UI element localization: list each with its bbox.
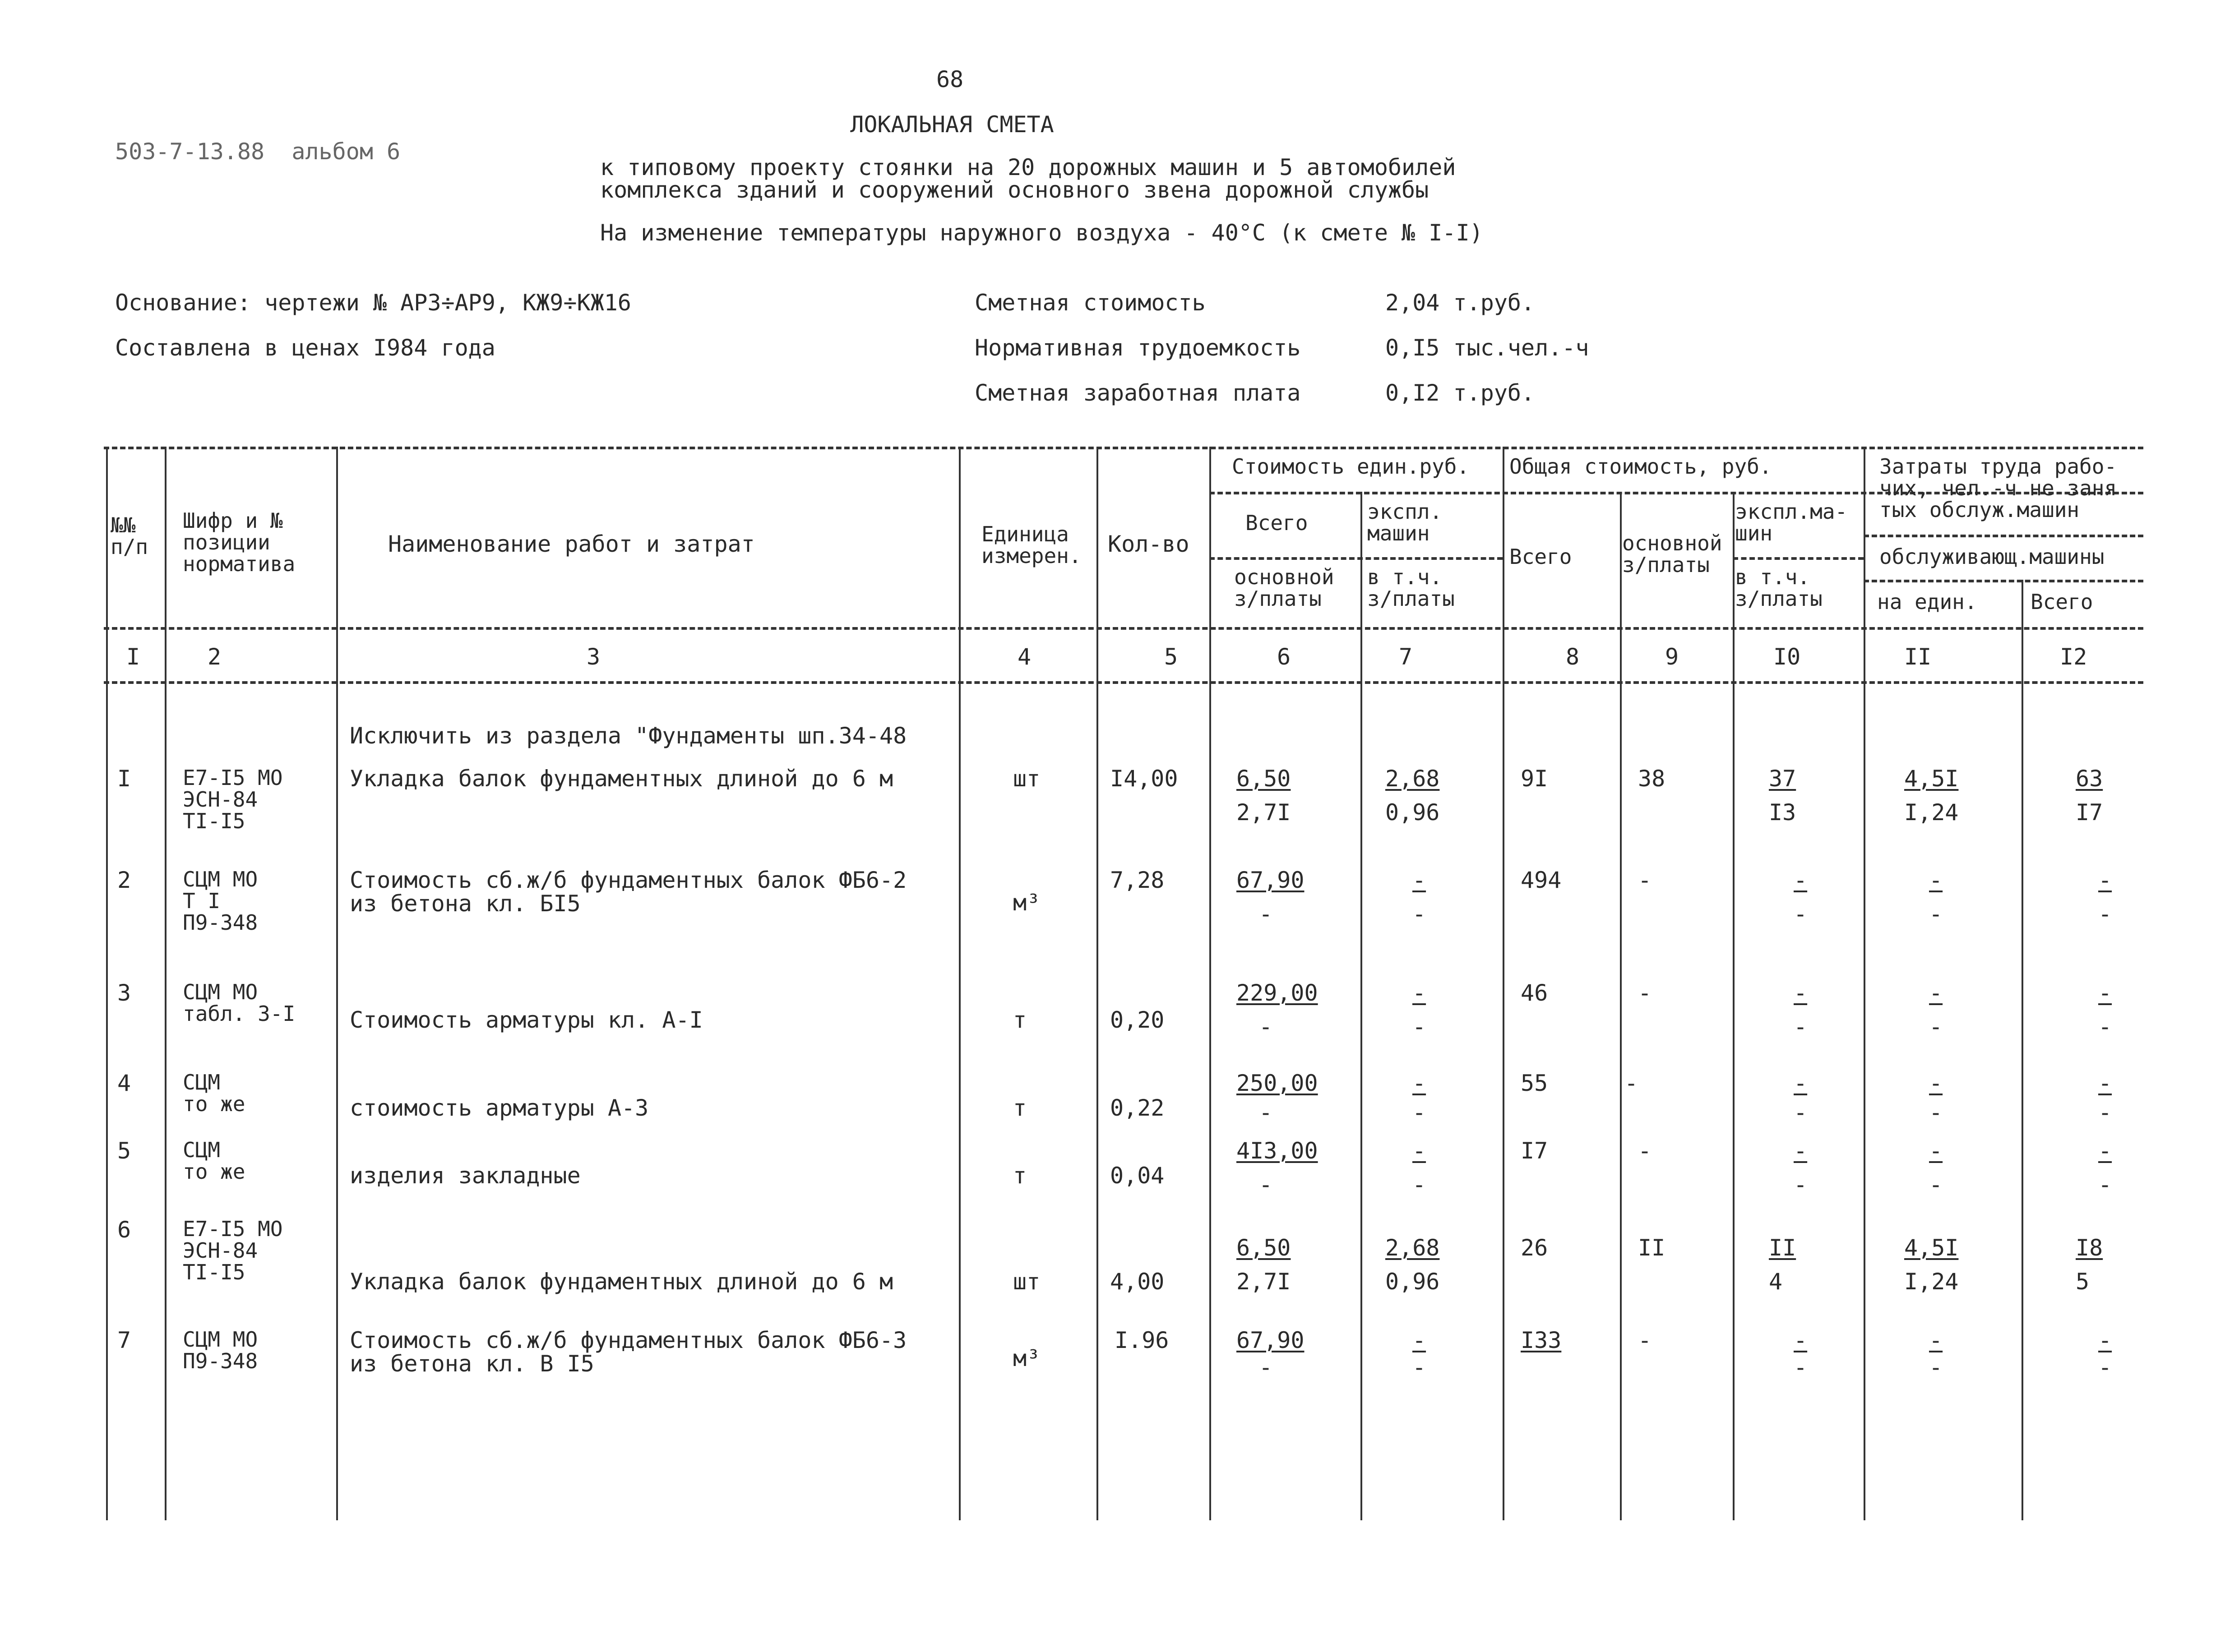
colnum-12: I2 (2060, 644, 2087, 670)
row-c6a: 250,00 (1236, 1070, 1318, 1096)
row-c12b: - (2098, 1172, 2112, 1198)
hdr-col5: Кол-во (1108, 531, 1189, 557)
row-c9: - (1638, 980, 1652, 1006)
row-c7a: - (1412, 867, 1426, 893)
row-name: стоимость арматуры А-3 (350, 1095, 649, 1121)
col-border-10 (1733, 492, 1735, 1520)
hdr-col4: Единица измерен. (981, 522, 1082, 568)
row-c11b: - (1929, 1014, 1943, 1040)
row-c6b: 2,7I (1236, 799, 1291, 826)
row-qty: 4,00 (1110, 1269, 1165, 1295)
row-c6a: 4I3,00 (1236, 1138, 1318, 1164)
subtitle-1: к типовому проекту стоянки на 20 дорожных машин и 5 автомобилей (600, 154, 1456, 180)
row-c6b: - (1259, 1172, 1273, 1198)
row-name: Укладка балок фундаментных длиной до 6 м (350, 1269, 893, 1295)
page-title: ЛОКАЛЬНАЯ СМЕТА (850, 111, 1054, 138)
hdr-unit-cost: Стоимость един.руб. (1232, 454, 1470, 479)
section-title: Исключить из раздела "Фундаменты шп.34-48 (350, 723, 907, 749)
row-c12a: - (2098, 980, 2112, 1006)
row-c7a: - (1412, 1070, 1426, 1096)
row-c11b: I,24 (1904, 1269, 1959, 1295)
row-c9: - (1638, 1138, 1652, 1164)
col-border-4 (959, 447, 961, 1520)
row-number: 6 (117, 1217, 131, 1243)
row-c6b: - (1259, 1354, 1273, 1380)
row-c10a: - (1794, 867, 1808, 893)
row-c12b: - (2098, 1099, 2112, 1126)
row-unit: шт (1013, 1269, 1041, 1295)
row-name: изделия закладные (350, 1163, 581, 1189)
page-number: 68 (936, 66, 964, 92)
row-c9: - (1638, 1327, 1652, 1353)
row-name: Стоимость арматуры кл. А-I (350, 1007, 703, 1033)
row-c11a: - (1929, 1327, 1943, 1353)
row-number: I (117, 766, 131, 792)
row-c11a: 4,5I (1904, 766, 1959, 792)
row-code: СЦМ МО табл. 3-I (183, 980, 296, 1026)
row-name: Стоимость сб.ж/б фундаментных балок ФБ6-2 из бетона кл. БI5 (350, 867, 907, 917)
row-c7a: - (1412, 1327, 1426, 1353)
hdr-sub-total-incl: в т.ч. з/платы (1735, 565, 1823, 611)
row-c11b: - (1929, 1354, 1943, 1380)
labor-sub-rule-1 (1864, 535, 2143, 537)
row-c11b: - (1929, 1099, 1943, 1126)
col-border-8 (1503, 447, 1504, 1520)
col-border-11 (1864, 447, 1865, 1520)
hdr-col2: Шифр и № позиции норматива (183, 508, 296, 576)
row-c10a: II (1769, 1235, 1796, 1261)
row-unit: т (1013, 1095, 1027, 1121)
colnum-11: II (1904, 644, 1932, 670)
row-c6a: 229,00 (1236, 980, 1318, 1006)
col-border-1 (106, 447, 108, 1520)
row-c6a: 6,50 (1236, 1235, 1291, 1261)
row-number: 3 (117, 980, 131, 1006)
row-c6b: 2,7I (1236, 1269, 1291, 1295)
hdr-col3: Наименование работ и затрат (388, 531, 755, 557)
hdr-sub-main-wage: основной з/платы (1234, 565, 1334, 611)
row-c10a: 37 (1769, 766, 1796, 792)
row-c7b: 0,96 (1385, 1269, 1440, 1295)
row-c7b: - (1412, 1354, 1426, 1380)
labor-value: 0,I5 тыс.чел.-ч (1385, 335, 1589, 361)
col-border-3 (336, 447, 338, 1520)
row-c10a: - (1794, 980, 1808, 1006)
row-c11a: - (1929, 1070, 1943, 1096)
row-c10b: I3 (1769, 799, 1796, 826)
row-c8: 55 (1521, 1070, 1548, 1096)
row-c10b: - (1794, 1354, 1808, 1380)
col-border-5 (1096, 447, 1098, 1520)
hdr-sub-all: Всего (1245, 511, 1308, 535)
subtitle-2: комплекса зданий и сооружений основного звена дорожной службы (600, 177, 1429, 203)
colnum-6: 6 (1277, 644, 1291, 670)
row-c10a: - (1794, 1138, 1808, 1164)
row-qty: I.96 (1115, 1327, 1169, 1353)
row-c12a: 63 (2076, 766, 2103, 792)
row-c7a: - (1412, 980, 1426, 1006)
row-code: СЦМ то же (183, 1070, 245, 1116)
row-number: 7 (117, 1327, 131, 1353)
wage-label: Сметная заработная плата (975, 380, 1301, 406)
row-c10b: - (1794, 1099, 1808, 1126)
hdr-labor-all: Всего (2031, 590, 2093, 614)
colnum-3: 3 (587, 644, 601, 670)
hdr-total-cost: Общая стоимость, руб. (1509, 454, 1772, 479)
row-c10a: - (1794, 1327, 1808, 1353)
row-c12b: - (2098, 901, 2112, 927)
row-c11b: - (1929, 901, 1943, 927)
row-c7b: - (1412, 1099, 1426, 1126)
labor-sub-rule-2 (1864, 580, 2143, 582)
row-unit: м³ (1013, 890, 1041, 916)
numbers-rule (104, 681, 2143, 684)
colnum-10: I0 (1773, 644, 1801, 670)
row-code: СЦМ МО Т I П9-348 (183, 867, 258, 935)
header-rule (104, 627, 2143, 630)
hdr-labor-unit: на един. (1877, 590, 1977, 614)
row-c12a: - (2098, 1327, 2112, 1353)
hdr-col1: №№ п/п (111, 513, 148, 559)
row-c10b: - (1794, 1014, 1808, 1040)
row-c11a: - (1929, 1138, 1943, 1164)
col-border-2 (165, 447, 167, 1520)
row-c9: II (1638, 1235, 1665, 1261)
table-top-rule (104, 447, 2143, 449)
row-c12b: - (2098, 1014, 2112, 1040)
row-qty: I4,00 (1110, 766, 1178, 792)
col-border-12 (2022, 580, 2023, 1520)
hdr-sub-total-exploit: экспл.ма- шин (1735, 499, 1848, 545)
basis-text: Основание: чертежи № АР3÷АР9, КЖ9÷КЖ16 (115, 290, 631, 316)
row-c8: 46 (1521, 980, 1548, 1006)
wage-value: 0,I2 т.руб. (1385, 380, 1535, 406)
row-c11b: - (1929, 1172, 1943, 1198)
row-unit: шт (1013, 766, 1041, 792)
row-number: 5 (117, 1138, 131, 1164)
row-c6b: - (1259, 1014, 1273, 1040)
row-c7a: - (1412, 1138, 1426, 1164)
row-unit: т (1013, 1007, 1027, 1033)
colnum-7: 7 (1399, 644, 1413, 670)
cost-label: Сметная стоимость (975, 290, 1206, 316)
row-c8: 26 (1521, 1235, 1548, 1261)
row-unit: м³ (1013, 1345, 1041, 1371)
row-c12a: - (2098, 1138, 2112, 1164)
cost-value: 2,04 т.руб. (1385, 290, 1535, 316)
hdr-labor: Затраты труда рабо- чих, чел.-ч не заня тых обслуж.машин (1879, 454, 2117, 522)
row-c7b: - (1412, 901, 1426, 927)
row-code: СЦМ МО П9-348 (183, 1327, 258, 1373)
row-c12b: I7 (2076, 799, 2103, 826)
row-c6b: - (1259, 1099, 1273, 1126)
row-name: Укладка балок фундаментных длиной до 6 м (350, 766, 893, 792)
hdr-sub-exploit: экспл. машин (1367, 499, 1443, 545)
row-c11a: - (1929, 980, 1943, 1006)
row-qty: 7,28 (1110, 867, 1165, 893)
row-c6a: 67,90 (1236, 1327, 1305, 1353)
row-c9: - (1638, 867, 1652, 893)
col-border-6 (1209, 447, 1211, 1520)
col-border-9 (1620, 492, 1622, 1520)
hdr-sub-incl-wage: в т.ч. з/платы (1367, 565, 1455, 611)
row-c6a: 6,50 (1236, 766, 1291, 792)
row-c12b: - (2098, 1354, 2112, 1380)
row-c8: 9I (1521, 766, 1548, 792)
col-border-7 (1360, 492, 1362, 1520)
row-c7b: - (1412, 1172, 1426, 1198)
row-code: Е7-I5 МО ЭСН-84 ТI-I5 (183, 766, 283, 833)
hdr-sub-total-all: Всего (1509, 545, 1572, 569)
row-c9: - (1624, 1070, 1638, 1096)
row-c10b: 4 (1769, 1269, 1783, 1295)
row-qty: 0,20 (1110, 1007, 1165, 1033)
labor-label: Нормативная трудоемкость (975, 335, 1301, 361)
colnum-1: I (126, 644, 140, 670)
row-c7b: - (1412, 1014, 1426, 1040)
colnum-5: 5 (1164, 644, 1178, 670)
subtitle-3: На изменение температуры наружного воздуха - 40°С (к смете № I-I) (600, 220, 1483, 246)
row-c12a: I8 (2076, 1235, 2103, 1261)
row-c10b: - (1794, 1172, 1808, 1198)
row-c6a: 67,90 (1236, 867, 1305, 893)
row-code: СЦМ то же (183, 1138, 245, 1184)
hdr-labor-serv: обслуживающ.машины (1879, 545, 2105, 569)
row-number: 4 (117, 1070, 131, 1096)
row-code: Е7-I5 МО ЭСН-84 ТI-I5 (183, 1217, 283, 1284)
unit-sub-rule (1209, 557, 1503, 560)
row-c7b: 0,96 (1385, 799, 1440, 826)
colnum-2: 2 (208, 644, 222, 670)
row-c6b: - (1259, 901, 1273, 927)
row-name: Стоимость сб.ж/б фундаментных балок ФБ6-3 из бетона кл. В I5 (350, 1327, 907, 1377)
row-c12a: - (2098, 1070, 2112, 1096)
colnum-4: 4 (1018, 644, 1032, 670)
row-unit: т (1013, 1163, 1027, 1189)
row-c11a: - (1929, 867, 1943, 893)
row-qty: 0,22 (1110, 1095, 1165, 1121)
row-c8: I7 (1521, 1138, 1548, 1164)
row-number: 2 (117, 867, 131, 893)
row-c10b: - (1794, 901, 1808, 927)
row-c7a: 2,68 (1385, 1235, 1440, 1261)
colnum-9: 9 (1665, 644, 1679, 670)
row-c12b: 5 (2076, 1269, 2090, 1295)
hdr-sub-total-main: основной з/платы (1622, 531, 1722, 577)
row-c11b: I,24 (1904, 799, 1959, 826)
row-c10a: - (1794, 1070, 1808, 1096)
colnum-8: 8 (1566, 644, 1580, 670)
total-sub-rule (1733, 557, 1864, 560)
row-c8: 494 (1521, 867, 1562, 893)
row-c9: 38 (1638, 766, 1665, 792)
doc-code: 503-7-13.88 альбом 6 (115, 138, 401, 165)
prices-text: Составлена в ценах I984 года (115, 335, 495, 361)
row-c11a: 4,5I (1904, 1235, 1959, 1261)
row-qty: 0,04 (1110, 1163, 1165, 1189)
row-c7a: 2,68 (1385, 766, 1440, 792)
row-c12a: - (2098, 867, 2112, 893)
row-c8: I33 (1521, 1327, 1562, 1353)
